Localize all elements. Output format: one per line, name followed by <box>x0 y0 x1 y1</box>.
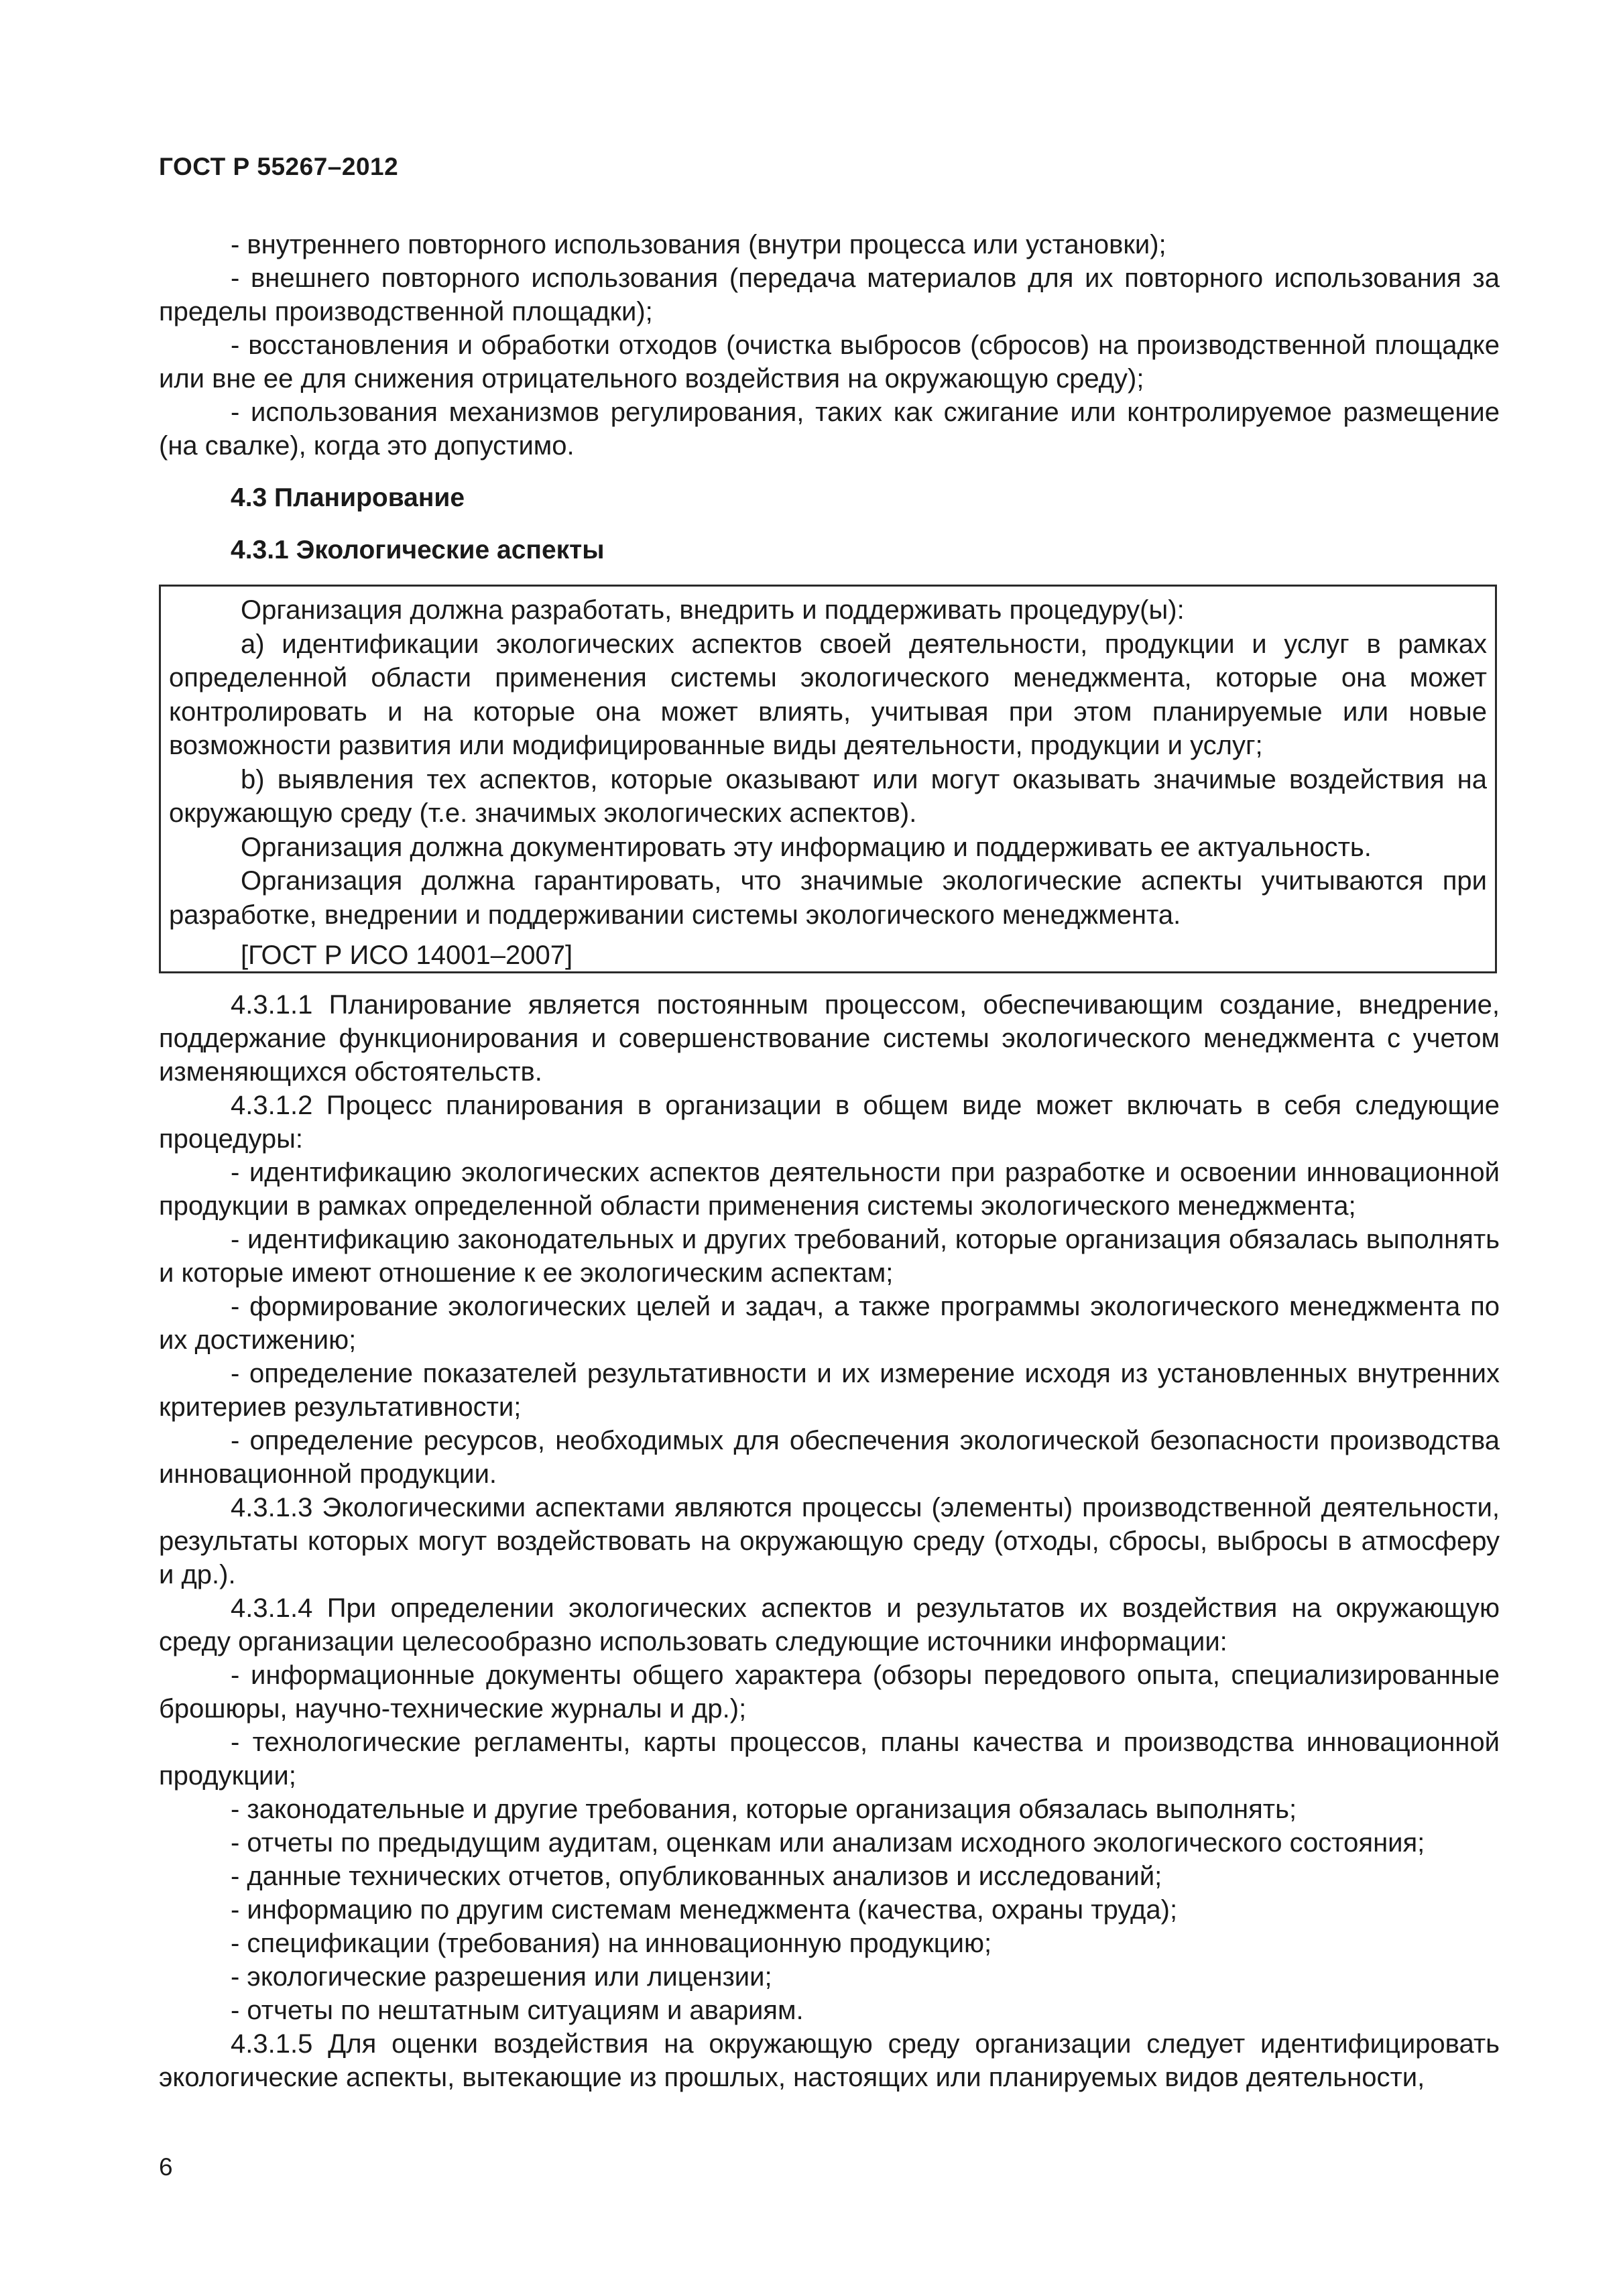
list-item: - идентификацию экологических аспектов деятельности при разработке и освоении инновационной продукции в рамках определенной области применения системы экологического менеджмента; <box>159 1158 1500 1221</box>
paragraph: 4.3.1.1 Планирование является постоянным процессом, обеспечивающим создание, внедрение, поддержание функционирования и совершенствование системы экологического менеджмента с учетом изменяющихся обстоятельств. <box>159 990 1500 1087</box>
box-line: Организация должна гарантировать, что значимые экологические аспекты учитываются при разработке, внедрении и поддерживании системы экологического менеджмента. <box>169 866 1487 930</box>
list-item: - отчеты по предыдущим аудитам, оценкам или анализам исходного экологического состояния; <box>231 1828 1425 1858</box>
list-item: - информацию по другим системам менеджмента (качества, охраны труда); <box>231 1895 1178 1925</box>
section-heading-block <box>159 481 1500 515</box>
list-item: - спецификации (требования) на инновационную продукцию; <box>231 1929 992 1958</box>
list-item: - экологические разрешения или лицензии; <box>231 1962 772 1992</box>
list-item: - формирование экологических целей и задач, а также программы экологического менеджмента по их достижению; <box>159 1292 1500 1355</box>
list-item: - внешнего повторного использования (передача материалов для их повторного использования за пределы производственной площадки); <box>159 263 1500 326</box>
list-item: - данные технических отчетов, опубликованных анализов и исследований; <box>231 1862 1162 1891</box>
list-item: - отчеты по нештатным ситуациям и авариям. <box>231 1996 804 2025</box>
list-item: - определение ресурсов, необходимых для обеспечения экологической безопасности производства инновационной продукции. <box>159 1426 1500 1489</box>
box-reference: [ГОСТ Р ИСО 14001–2007] <box>241 941 573 970</box>
list-item: - информационные документы общего характера (обзоры передового опыта, специализированные брошюры, научно-технические журналы и др.); <box>159 1660 1500 1724</box>
list-item: - технологические регламенты, карты процессов, планы качества и производства инновационной продукции; <box>159 1728 1500 1791</box>
list-item: - использования механизмов регулирования, таких как сжигание или контролируемое размещение (на свалке), когда это допустимо. <box>159 398 1500 461</box>
body-text <box>159 988 1500 2094</box>
document-header: ГОСТ Р 55267–2012 <box>159 153 399 180</box>
section-heading: 4.3 Планирование <box>231 483 465 512</box>
list-item: - идентификацию законодательных и других требований, которые организация обязалась выполнять и которые имеют отношение к ее экологическим аспектам; <box>159 1225 1500 1288</box>
subsection-heading: 4.3.1 Экологические аспекты <box>231 536 605 564</box>
quoted-requirement-box <box>159 585 1497 973</box>
subsection-heading-block <box>159 534 1500 567</box>
box-line: Организация должна разработать, внедрить и поддерживать процедуру(ы): <box>241 595 1185 625</box>
list-item: - внутреннего повторного использования (внутри процесса или установки); <box>231 230 1166 259</box>
page-number: 6 <box>159 2153 173 2181</box>
list-item: - определение показателей результативности и их измерение исходя из установленных внутренних критериев результативности; <box>159 1359 1500 1422</box>
paragraph: 4.3.1.3 Экологическими аспектами являются процессы (элементы) производственной деятельности, результаты которых могут воздействовать на окружающую среду (отходы, сбросы, выбросы в атмосферу и др.). <box>159 1493 1500 1589</box>
intro-list <box>159 228 1500 463</box>
paragraph: 4.3.1.5 Для оценки воздействия на окружающую среду организации следует идентифицировать экологические аспекты, вытекающие из прошлых, настоящих или планируемых видов деятельности, <box>159 2029 1500 2092</box>
box-line: a) идентификации экологических аспектов своей деятельности, продукции и услуг в рамках определенной области применения системы экологического менеджмента, которые она может контролировать и на которые она может влиять, учитывая при этом планируемые или новые возможности развития или модифицированные виды деятельности, продукции и услуг; <box>169 629 1487 760</box>
list-item: - восстановления и обработки отходов (очистка выбросов (сбросов) на производственной площадке или вне ее для снижения отрицательного воздействия на окружающую среду); <box>159 330 1500 394</box>
box-line: Организация должна документировать эту информацию и поддерживать ее актуальность. <box>241 832 1372 862</box>
list-item: - законодательные и другие требования, которые организация обязалась выполнять; <box>231 1795 1297 1824</box>
paragraph: 4.3.1.4 При определении экологических аспектов и результатов их воздействия на окружающую среду организации целесообразно использовать следующие источники информации: <box>159 1593 1500 1656</box>
paragraph: 4.3.1.2 Процесс планирования в организации в общем виде может включать в себя следующие процедуры: <box>159 1091 1500 1154</box>
box-line: b) выявления тех аспектов, которые оказывают или могут оказывать значимые воздействия на окружающую среду (т.е. значимых экологических аспектов). <box>169 764 1487 828</box>
